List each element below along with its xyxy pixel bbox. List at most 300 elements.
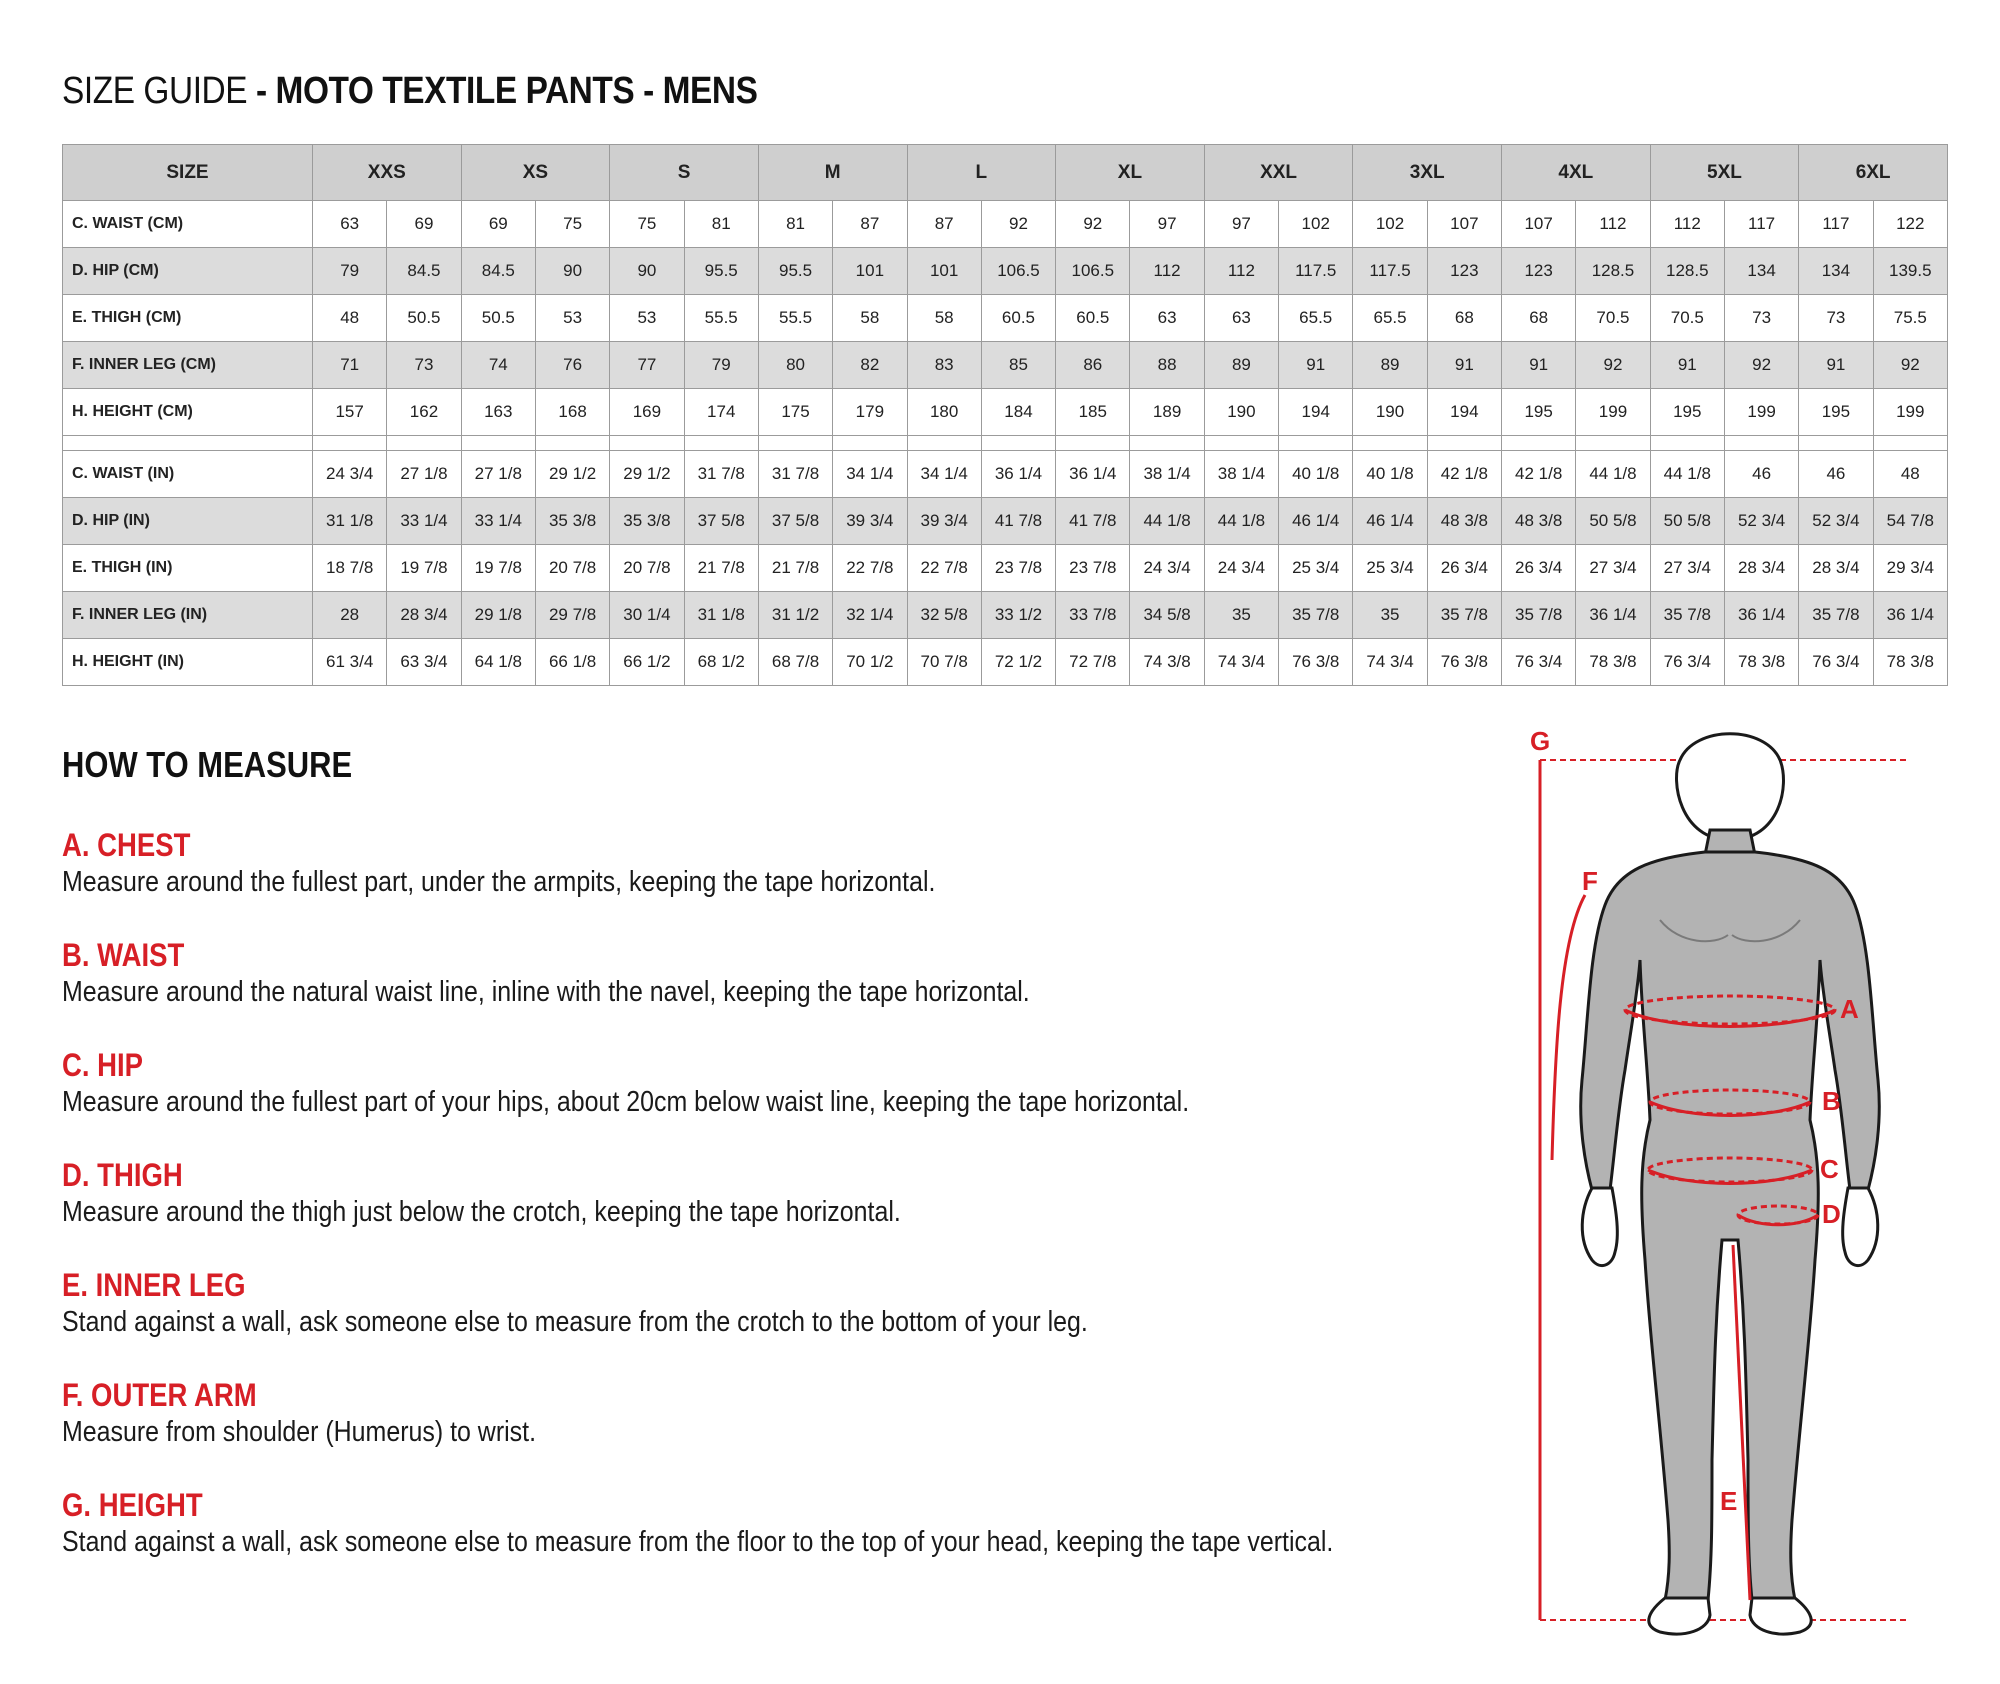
table-cell: 36 1/4 [1724,592,1798,639]
table-cell: 29 1/2 [535,451,609,498]
table-cell: 70.5 [1576,295,1650,342]
table-cell: 79 [313,248,387,295]
table-cell: 46 1/4 [1353,498,1427,545]
table-cell: 74 [461,342,535,389]
table-cell: 117 [1724,201,1798,248]
table-cell: 87 [907,201,981,248]
table-cell: 107 [1502,201,1576,248]
table-cell: 35 3/8 [610,498,684,545]
table-row [63,592,1948,639]
table-cell: 101 [833,248,907,295]
measure-title: F. OUTER ARM [62,1377,257,1413]
table-cell: 162 [387,389,461,436]
table-cell: 85 [981,342,1055,389]
table-cell: 70 1/2 [833,639,907,686]
table-row [63,201,1948,248]
table-cell: 184 [981,389,1055,436]
table-cell: 35 7/8 [1279,592,1353,639]
table-cell: 71 [313,342,387,389]
table-cell: 40 1/8 [1353,451,1427,498]
table-cell: 33 1/4 [461,498,535,545]
table-row [63,248,1948,295]
table-cell: 63 [1130,295,1204,342]
table-cell: 35 3/8 [535,498,609,545]
separator-cell [610,436,684,451]
table-cell: 40 1/8 [1279,451,1353,498]
row-label: D. HIP (IN) [63,498,313,545]
table-cell: 73 [387,342,461,389]
table-cell: 66 1/2 [610,639,684,686]
table-cell: 123 [1502,248,1576,295]
table-cell: 174 [684,389,758,436]
table-cell: 117 [1799,201,1873,248]
table-cell: 60.5 [981,295,1055,342]
table-cell: 34 1/4 [833,451,907,498]
table-cell: 22 7/8 [833,545,907,592]
table-cell: 68 [1427,295,1501,342]
size-header-cell: 3XL [1353,145,1502,201]
table-cell: 84.5 [461,248,535,295]
table-cell: 102 [1353,201,1427,248]
size-chart-table [62,144,1948,686]
table-cell: 83 [907,342,981,389]
separator-cell [1056,436,1130,451]
table-cell: 117.5 [1279,248,1353,295]
table-cell: 91 [1502,342,1576,389]
table-cell: 190 [1353,389,1427,436]
table-cell: 38 1/4 [1204,451,1278,498]
table-cell: 33 7/8 [1056,592,1130,639]
table-cell: 35 7/8 [1799,592,1873,639]
table-cell: 195 [1502,389,1576,436]
separator-cell [1576,436,1650,451]
table-cell: 25 3/4 [1353,545,1427,592]
table-cell: 36 1/4 [1576,592,1650,639]
measure-item [62,1156,1037,1230]
table-cell: 89 [1204,342,1278,389]
separator-cell [758,436,832,451]
separator-cell [1724,436,1798,451]
measure-title: A. CHEST [62,827,191,863]
table-cell: 185 [1056,389,1130,436]
table-cell: 27 3/4 [1650,545,1724,592]
table-cell: 91 [1427,342,1501,389]
table-cell: 37 5/8 [758,498,832,545]
table-cell: 112 [1204,248,1278,295]
table-cell: 50 5/8 [1576,498,1650,545]
size-header-label: SIZE [63,145,313,201]
table-cell: 73 [1799,295,1873,342]
table-cell: 70 7/8 [907,639,981,686]
table-cell: 31 7/8 [758,451,832,498]
table-cell: 44 1/8 [1576,451,1650,498]
table-cell: 75.5 [1873,295,1947,342]
table-cell: 63 [1204,295,1278,342]
separator-cell [981,436,1055,451]
table-cell: 18 7/8 [313,545,387,592]
table-cell: 50.5 [461,295,535,342]
separator-cell [63,436,313,451]
table-cell: 139.5 [1873,248,1947,295]
table-cell: 20 7/8 [535,545,609,592]
table-cell: 92 [1724,342,1798,389]
table-cell: 89 [1353,342,1427,389]
table-cell: 69 [387,201,461,248]
size-header-cell: 5XL [1650,145,1799,201]
measure-title: G. HEIGHT [62,1487,203,1523]
table-cell: 55.5 [758,295,832,342]
table-row [63,342,1948,389]
label-b: B [1822,1086,1841,1116]
table-cell: 34 1/4 [907,451,981,498]
row-label: D. HIP (CM) [63,248,313,295]
table-cell: 27 3/4 [1576,545,1650,592]
table-cell: 31 1/2 [758,592,832,639]
table-cell: 112 [1576,201,1650,248]
table-cell: 46 [1724,451,1798,498]
table-cell: 48 3/8 [1502,498,1576,545]
table-cell: 128.5 [1650,248,1724,295]
table-cell: 106.5 [981,248,1055,295]
table-cell: 31 1/8 [313,498,387,545]
table-cell: 63 3/4 [387,639,461,686]
separator-cell [907,436,981,451]
table-cell: 36 1/4 [981,451,1055,498]
measure-description: Measure around the thigh just below the crotch, keeping the tape horizontal. [62,1196,901,1228]
table-cell: 128.5 [1576,248,1650,295]
separator-cell [535,436,609,451]
table-cell: 68 [1502,295,1576,342]
table-cell: 194 [1279,389,1353,436]
table-cell: 102 [1279,201,1353,248]
measure-title: D. THIGH [62,1157,183,1193]
table-cell: 19 7/8 [461,545,535,592]
table-cell: 33 1/2 [981,592,1055,639]
table-cell: 25 3/4 [1279,545,1353,592]
measure-item [62,1046,1373,1120]
size-header-cell: S [610,145,759,201]
measure-item [62,1266,1255,1340]
table-row [63,295,1948,342]
table-cell: 76 3/8 [1279,639,1353,686]
separator-cell [1427,436,1501,451]
table-cell: 58 [907,295,981,342]
measure-description: Stand against a wall, ask someone else to measure from the crotch to the bottom of your leg. [62,1306,1088,1338]
separator-cell [461,436,535,451]
table-cell: 23 7/8 [981,545,1055,592]
table-cell: 60.5 [1056,295,1130,342]
table-cell: 58 [833,295,907,342]
table-cell: 35 [1353,592,1427,639]
label-a: A [1840,994,1859,1024]
table-cell: 75 [535,201,609,248]
measure-title: C. HIP [62,1047,144,1083]
table-cell: 53 [535,295,609,342]
table-cell: 72 7/8 [1056,639,1130,686]
table-cell: 199 [1873,389,1947,436]
table-separator-row [63,436,1948,451]
label-e: E [1720,1486,1738,1516]
size-header-cell: L [907,145,1056,201]
table-cell: 80 [758,342,832,389]
table-cell: 52 3/4 [1799,498,1873,545]
table-cell: 92 [1056,201,1130,248]
table-cell: 86 [1056,342,1130,389]
table-row [63,639,1948,686]
table-cell: 22 7/8 [907,545,981,592]
table-cell: 28 [313,592,387,639]
table-cell: 90 [535,248,609,295]
table-cell: 42 1/8 [1427,451,1501,498]
table-cell: 76 [535,342,609,389]
table-cell: 20 7/8 [610,545,684,592]
table-cell: 41 7/8 [1056,498,1130,545]
table-cell: 41 7/8 [981,498,1055,545]
row-label: F. INNER LEG (IN) [63,592,313,639]
table-cell: 195 [1799,389,1873,436]
size-header-cell: 6XL [1799,145,1948,201]
size-header-cell: 4XL [1502,145,1651,201]
table-cell: 97 [1130,201,1204,248]
table-cell: 65.5 [1353,295,1427,342]
table-cell: 29 1/8 [461,592,535,639]
measure-description: Measure around the fullest part, under the armpits, keeping the tape horizontal. [62,866,936,898]
table-cell: 123 [1427,248,1501,295]
table-cell: 169 [610,389,684,436]
separator-cell [1279,436,1353,451]
table-cell: 122 [1873,201,1947,248]
table-cell: 37 5/8 [684,498,758,545]
table-cell: 76 3/4 [1502,639,1576,686]
table-cell: 76 3/4 [1650,639,1724,686]
separator-cell [833,436,907,451]
table-cell: 106.5 [1056,248,1130,295]
table-cell: 112 [1130,248,1204,295]
table-cell: 163 [461,389,535,436]
table-cell: 21 7/8 [684,545,758,592]
table-cell: 134 [1724,248,1798,295]
table-cell: 34 5/8 [1130,592,1204,639]
table-cell: 168 [535,389,609,436]
table-cell: 29 3/4 [1873,545,1947,592]
table-cell: 63 [313,201,387,248]
table-cell: 91 [1799,342,1873,389]
table-cell: 27 1/8 [461,451,535,498]
table-cell: 190 [1204,389,1278,436]
table-cell: 73 [1724,295,1798,342]
measurement-figure [1500,720,1920,1640]
table-cell: 95.5 [684,248,758,295]
table-cell: 29 7/8 [535,592,609,639]
table-cell: 81 [758,201,832,248]
table-cell: 199 [1576,389,1650,436]
table-cell: 50.5 [387,295,461,342]
table-row [63,389,1948,436]
table-cell: 24 3/4 [1204,545,1278,592]
row-label: E. THIGH (CM) [63,295,313,342]
table-cell: 84.5 [387,248,461,295]
table-cell: 179 [833,389,907,436]
table-row [63,498,1948,545]
size-header-cell: XS [461,145,610,201]
how-to-measure-heading: HOW TO MEASURE [62,744,353,785]
measure-title: B. WAIST [62,937,185,973]
table-cell: 68 1/2 [684,639,758,686]
table-cell: 28 3/4 [1799,545,1873,592]
size-header-cell: XXS [313,145,462,201]
size-chart-body [63,145,1948,686]
separator-cell [387,436,461,451]
separator-cell [1204,436,1278,451]
table-cell: 21 7/8 [758,545,832,592]
table-cell: 44 1/8 [1130,498,1204,545]
measure-item [62,826,1078,900]
table-cell: 54 7/8 [1873,498,1947,545]
table-cell: 28 3/4 [387,592,461,639]
table-cell: 92 [1576,342,1650,389]
measure-description: Measure around the fullest part of your hips, about 20cm below waist line, keeping the tape horizontal. [62,1086,1190,1118]
table-cell: 29 1/2 [610,451,684,498]
row-label: H. HEIGHT (IN) [63,639,313,686]
separator-cell [1873,436,1947,451]
table-cell: 92 [981,201,1055,248]
table-cell: 78 3/8 [1873,639,1947,686]
table-cell: 55.5 [684,295,758,342]
table-cell: 39 3/4 [833,498,907,545]
table-cell: 32 1/4 [833,592,907,639]
table-cell: 48 [1873,451,1947,498]
table-cell: 78 3/8 [1724,639,1798,686]
table-cell: 35 [1204,592,1278,639]
table-cell: 175 [758,389,832,436]
table-cell: 77 [610,342,684,389]
measure-title: E. INNER LEG [62,1267,246,1303]
table-cell: 50 5/8 [1650,498,1724,545]
table-cell: 180 [907,389,981,436]
table-cell: 36 1/4 [1873,592,1947,639]
size-header-row [63,145,1948,201]
table-cell: 66 1/8 [535,639,609,686]
table-cell: 42 1/8 [1502,451,1576,498]
measure-description: Stand against a wall, ask someone else to measure from the floor to the top of your head, keeping the tape vertical. [62,1526,1334,1558]
table-cell: 44 1/8 [1650,451,1724,498]
table-cell: 68 7/8 [758,639,832,686]
table-cell: 61 3/4 [313,639,387,686]
table-cell: 112 [1650,201,1724,248]
page-title [62,70,757,113]
table-cell: 90 [610,248,684,295]
table-cell: 26 3/4 [1502,545,1576,592]
row-label: C. WAIST (CM) [63,201,313,248]
table-cell: 189 [1130,389,1204,436]
table-cell: 195 [1650,389,1724,436]
table-cell: 44 1/8 [1204,498,1278,545]
table-cell: 74 3/4 [1353,639,1427,686]
table-cell: 76 3/8 [1427,639,1501,686]
table-cell: 70.5 [1650,295,1724,342]
table-cell: 24 3/4 [1130,545,1204,592]
table-cell: 26 3/4 [1427,545,1501,592]
table-cell: 117.5 [1353,248,1427,295]
row-label: H. HEIGHT (CM) [63,389,313,436]
table-cell: 36 1/4 [1056,451,1130,498]
measure-description: Measure from shoulder (Humerus) to wrist. [62,1416,536,1448]
separator-cell [1353,436,1427,451]
size-header-cell: XL [1056,145,1205,201]
table-cell: 76 3/4 [1799,639,1873,686]
title-prefix: SIZE GUIDE [62,70,248,112]
table-cell: 157 [313,389,387,436]
table-cell: 28 3/4 [1724,545,1798,592]
table-cell: 79 [684,342,758,389]
table-cell: 24 3/4 [313,451,387,498]
label-d: D [1822,1199,1841,1229]
table-cell: 35 7/8 [1502,592,1576,639]
table-cell: 46 [1799,451,1873,498]
row-label: E. THIGH (IN) [63,545,313,592]
table-cell: 97 [1204,201,1278,248]
table-cell: 72 1/2 [981,639,1055,686]
table-row [63,545,1948,592]
table-cell: 23 7/8 [1056,545,1130,592]
table-cell: 35 7/8 [1427,592,1501,639]
table-cell: 81 [684,201,758,248]
separator-cell [684,436,758,451]
table-cell: 199 [1724,389,1798,436]
measure-item [62,1376,613,1450]
table-cell: 69 [461,201,535,248]
table-cell: 30 1/4 [610,592,684,639]
table-cell: 75 [610,201,684,248]
table-cell: 92 [1873,342,1947,389]
table-cell: 101 [907,248,981,295]
table-cell: 91 [1279,342,1353,389]
table-cell: 52 3/4 [1724,498,1798,545]
table-cell: 64 1/8 [461,639,535,686]
table-cell: 32 5/8 [907,592,981,639]
title-suffix: - MOTO TEXTILE PANTS - MENS [247,70,758,112]
measure-item [62,1486,1540,1560]
table-cell: 27 1/8 [387,451,461,498]
table-cell: 53 [610,295,684,342]
size-header-cell: M [758,145,907,201]
table-cell: 95.5 [758,248,832,295]
table-cell: 74 3/8 [1130,639,1204,686]
table-cell: 19 7/8 [387,545,461,592]
table-cell: 35 7/8 [1650,592,1724,639]
table-cell: 82 [833,342,907,389]
separator-cell [1502,436,1576,451]
table-cell: 46 1/4 [1279,498,1353,545]
table-cell: 88 [1130,342,1204,389]
table-cell: 48 3/8 [1427,498,1501,545]
measure-description: Measure around the natural waist line, inline with the navel, keeping the tape horizontal. [62,976,1030,1008]
separator-cell [1650,436,1724,451]
table-cell: 91 [1650,342,1724,389]
table-cell: 48 [313,295,387,342]
table-cell: 65.5 [1279,295,1353,342]
size-header-cell: XXL [1204,145,1353,201]
label-c: C [1820,1154,1839,1184]
table-cell: 194 [1427,389,1501,436]
table-cell: 87 [833,201,907,248]
table-row [63,451,1948,498]
table-cell: 31 1/8 [684,592,758,639]
table-cell: 38 1/4 [1130,451,1204,498]
row-label: C. WAIST (IN) [63,451,313,498]
table-cell: 74 3/4 [1204,639,1278,686]
table-cell: 39 3/4 [907,498,981,545]
